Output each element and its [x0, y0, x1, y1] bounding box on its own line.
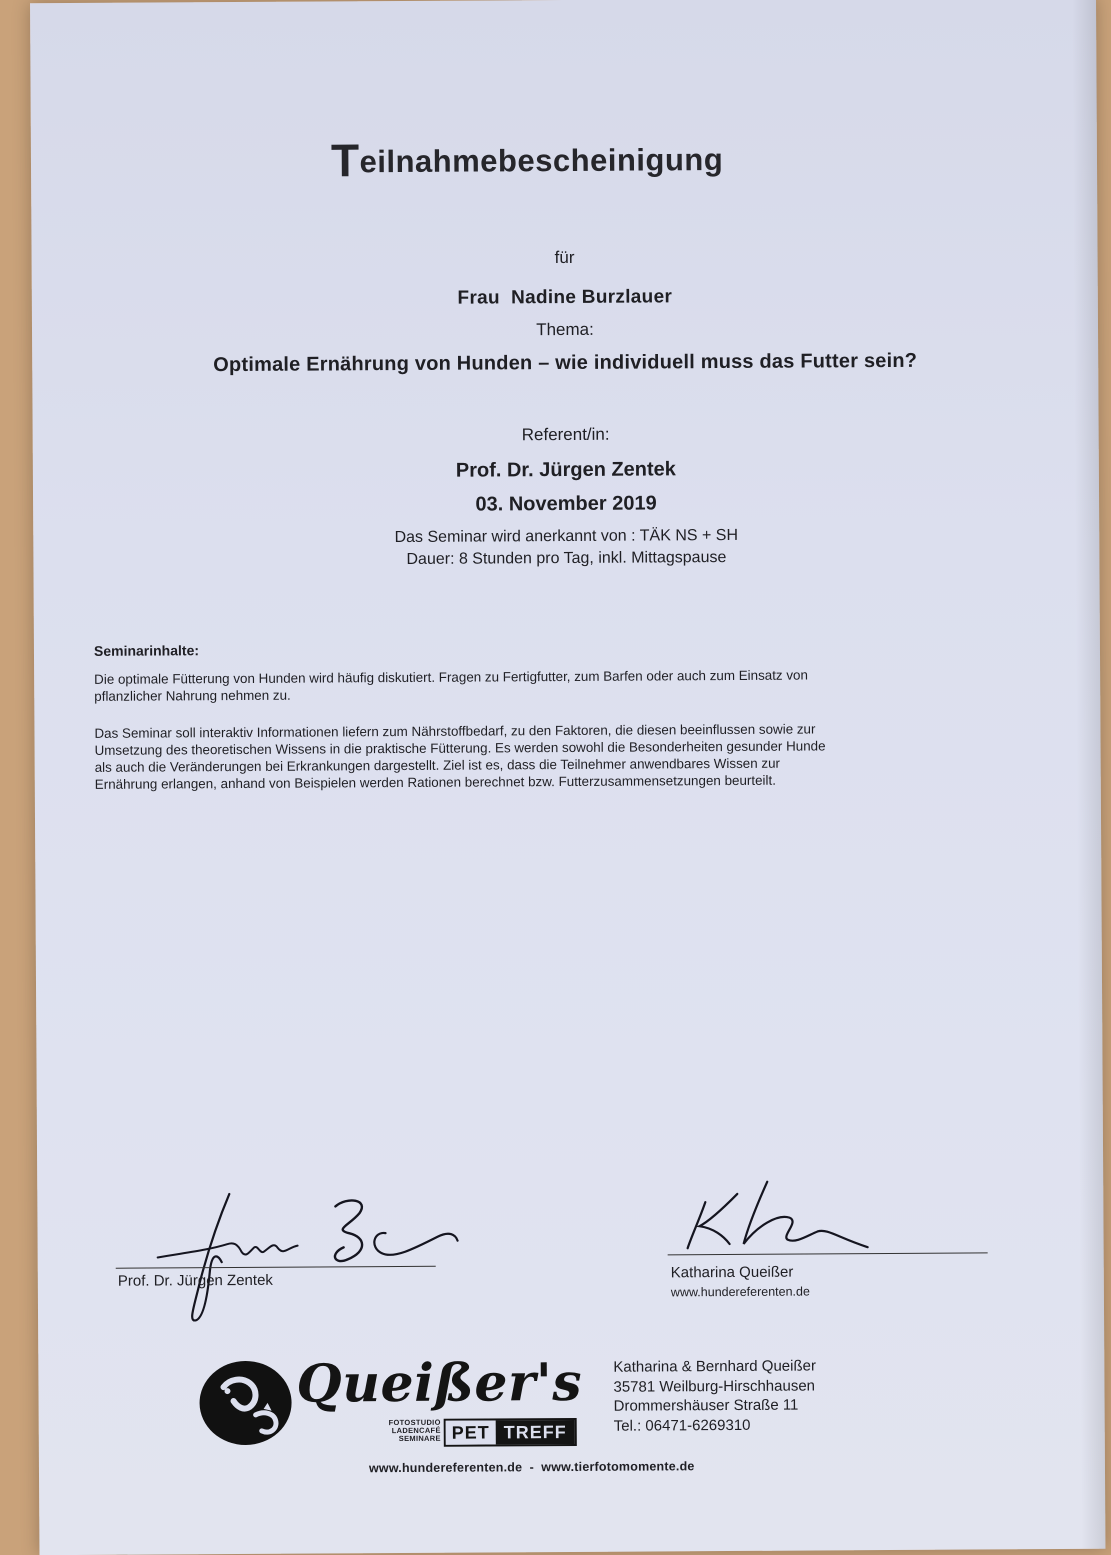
speaker-name: Prof. Dr. Jürgen Zentek: [455, 458, 676, 482]
brand-wordmark: Queißer's: [296, 1351, 583, 1415]
content-paragraph-2: [94, 719, 1014, 793]
brand-sub-line: FOTOSTUDIO: [388, 1417, 441, 1428]
paragraph-line: Ernährung erlangen, anhand von Beispielen werden Rationen berechnet bzw. Futterzusammensetzungen beurteilt.: [94, 772, 776, 792]
pet-treff-badge: [444, 1418, 577, 1447]
certificate-paper: [30, 0, 1105, 1555]
signature-name-left: Prof. Dr. Jürgen Zentek: [117, 1271, 273, 1290]
badge-left: PET: [446, 1420, 496, 1444]
signature-name-right: Katharina Queißer: [670, 1263, 794, 1282]
brand-sub-line: LADENCAFÉ: [391, 1425, 441, 1436]
paragraph-line: pflanzlicher Nahrung nehmen zu.: [94, 687, 291, 704]
dog-cat-logo-icon: [193, 1357, 299, 1453]
paragraph-line: Das Seminar soll interaktiv Informationen liefern zum Nährstoffbedarf, zu den Faktoren, die diesen beeinflussen sowie zur: [94, 721, 816, 741]
address-line: Katharina & Bernhard Queißer: [613, 1357, 817, 1376]
seminar-date: 03. November 2019: [475, 492, 657, 516]
certificate-title: [331, 131, 724, 187]
signature-left: [137, 1181, 478, 1333]
for-label: für: [554, 247, 575, 268]
title-rest: eilnahmebescheinigung: [359, 142, 724, 180]
paper-shadow-edge: [1072, 0, 1105, 1549]
seminar-topic: Optimale Ernährung von Hunden – wie individuell muss das Futter sein?: [213, 349, 918, 377]
recipient-name: Frau Nadine Burzlauer: [457, 286, 673, 309]
signature-right: [677, 1173, 898, 1264]
duration-note: Dauer: 8 Stunden pro Tag, inkl. Mittagspause: [406, 549, 727, 568]
topic-label: Thema:: [536, 319, 594, 340]
badge-right: TREFF: [496, 1420, 575, 1444]
address-line: Drommershäuser Straße 11: [613, 1396, 799, 1415]
paragraph-line: als auch die Veränderungen bei Erkrankungen dargestellt. Ziel ist es, dass die Teilnehmer anwendbares Wissen zur: [94, 755, 781, 775]
paragraph-line: Umsetzung des theoretischen Wissens in die praktische Fütterung. Es werden sowohl die Besonderheiten gesunder Hunde: [94, 738, 826, 758]
signature-website-right: www.hundereferenten.de: [670, 1284, 810, 1300]
address-line: Tel.: 06471-6269310: [613, 1416, 751, 1435]
speaker-label: Referent/in:: [521, 424, 610, 445]
brand-sub-lines: [377, 1419, 441, 1443]
address-line: 35781 Weilburg-Hirschhausen: [613, 1376, 816, 1396]
paragraph-line: Die optimale Fütterung von Hunden wird häufig diskutiert. Fragen zu Fertigfutter, zum Barfen oder auch zum Einsatz von: [94, 667, 808, 687]
content-paragraph-1: [94, 665, 1014, 705]
title-initial: T: [330, 134, 360, 187]
address-block: [613, 1356, 816, 1435]
recognition-note: Das Seminar wird anerkannt von : TÄK NS + SH: [394, 526, 739, 547]
content-heading: Seminarinhalte:: [93, 642, 200, 659]
brand-sub-line: SEMINARE: [398, 1433, 441, 1444]
footer-links: www.hundereferenten.de - www.tierfotomomente.de: [368, 1459, 695, 1476]
